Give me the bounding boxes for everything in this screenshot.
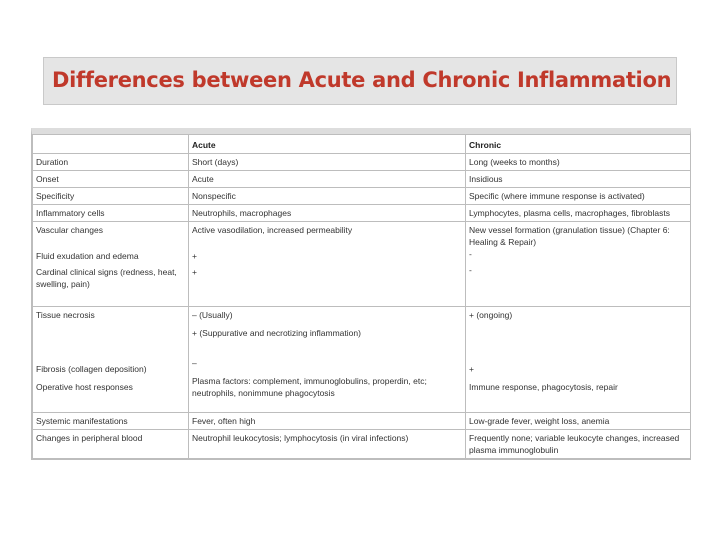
row-label: Inflammatory cells	[33, 205, 189, 222]
chronic-cell: Frequently none; variable leukocyte changes, increased plasma immunoglobulin	[466, 430, 691, 459]
acute-cell: Neutrophils, macrophages	[189, 205, 466, 222]
chronic-cell: Insidious	[466, 171, 691, 188]
table-row	[33, 222, 691, 307]
table-row	[33, 205, 691, 222]
row-label: Duration	[33, 154, 189, 171]
row-label: Specificity	[33, 188, 189, 205]
comparison-table-frame	[31, 128, 691, 460]
table-header-row	[33, 135, 691, 154]
comparison-table	[32, 134, 691, 459]
table-row	[33, 413, 691, 430]
acute-cell: Acute	[189, 171, 466, 188]
row-label: Tissue necrosis Fibrosis (collagen deposition) Operative host responses	[33, 307, 189, 413]
header-chronic: Chronic	[466, 135, 691, 154]
row-label: Changes in peripheral blood	[33, 430, 189, 459]
table-row	[33, 307, 691, 413]
table-row	[33, 171, 691, 188]
title-banner	[43, 57, 677, 105]
acute-cell: Neutrophil leukocytosis; lymphocytosis (in viral infections)	[189, 430, 466, 459]
row-label: Systemic manifestations	[33, 413, 189, 430]
acute-cell: – (Usually) + (Suppurative and necrotizing inflammation) – Plasma factors: complement, immunoglobulins, properdin, etc; neutrophils, nonimmune phagocytosis	[189, 307, 466, 413]
row-label: Vascular changes Fluid exudation and edema Cardinal clinical signs (redness, heat, swelling, pain)	[33, 222, 189, 307]
acute-cell: Nonspecific	[189, 188, 466, 205]
chronic-cell: New vessel formation (granulation tissue) (Chapter 6: Healing & Repair) - -	[466, 222, 691, 307]
slide-title: Differences between Acute and Chronic Inflammation	[52, 68, 672, 92]
table-row	[33, 430, 691, 459]
chronic-cell: Long (weeks to months)	[466, 154, 691, 171]
table-row	[33, 188, 691, 205]
chronic-cell: Low-grade fever, weight loss, anemia	[466, 413, 691, 430]
acute-cell: Short (days)	[189, 154, 466, 171]
acute-cell: Fever, often high	[189, 413, 466, 430]
chronic-cell: + (ongoing) + Immune response, phagocytosis, repair	[466, 307, 691, 413]
header-feature	[33, 135, 189, 154]
table-row	[33, 154, 691, 171]
acute-cell: Active vasodilation, increased permeability + +	[189, 222, 466, 307]
chronic-cell: Specific (where immune response is activated)	[466, 188, 691, 205]
row-label: Onset	[33, 171, 189, 188]
header-acute: Acute	[189, 135, 466, 154]
chronic-cell: Lymphocytes, plasma cells, macrophages, fibroblasts	[466, 205, 691, 222]
